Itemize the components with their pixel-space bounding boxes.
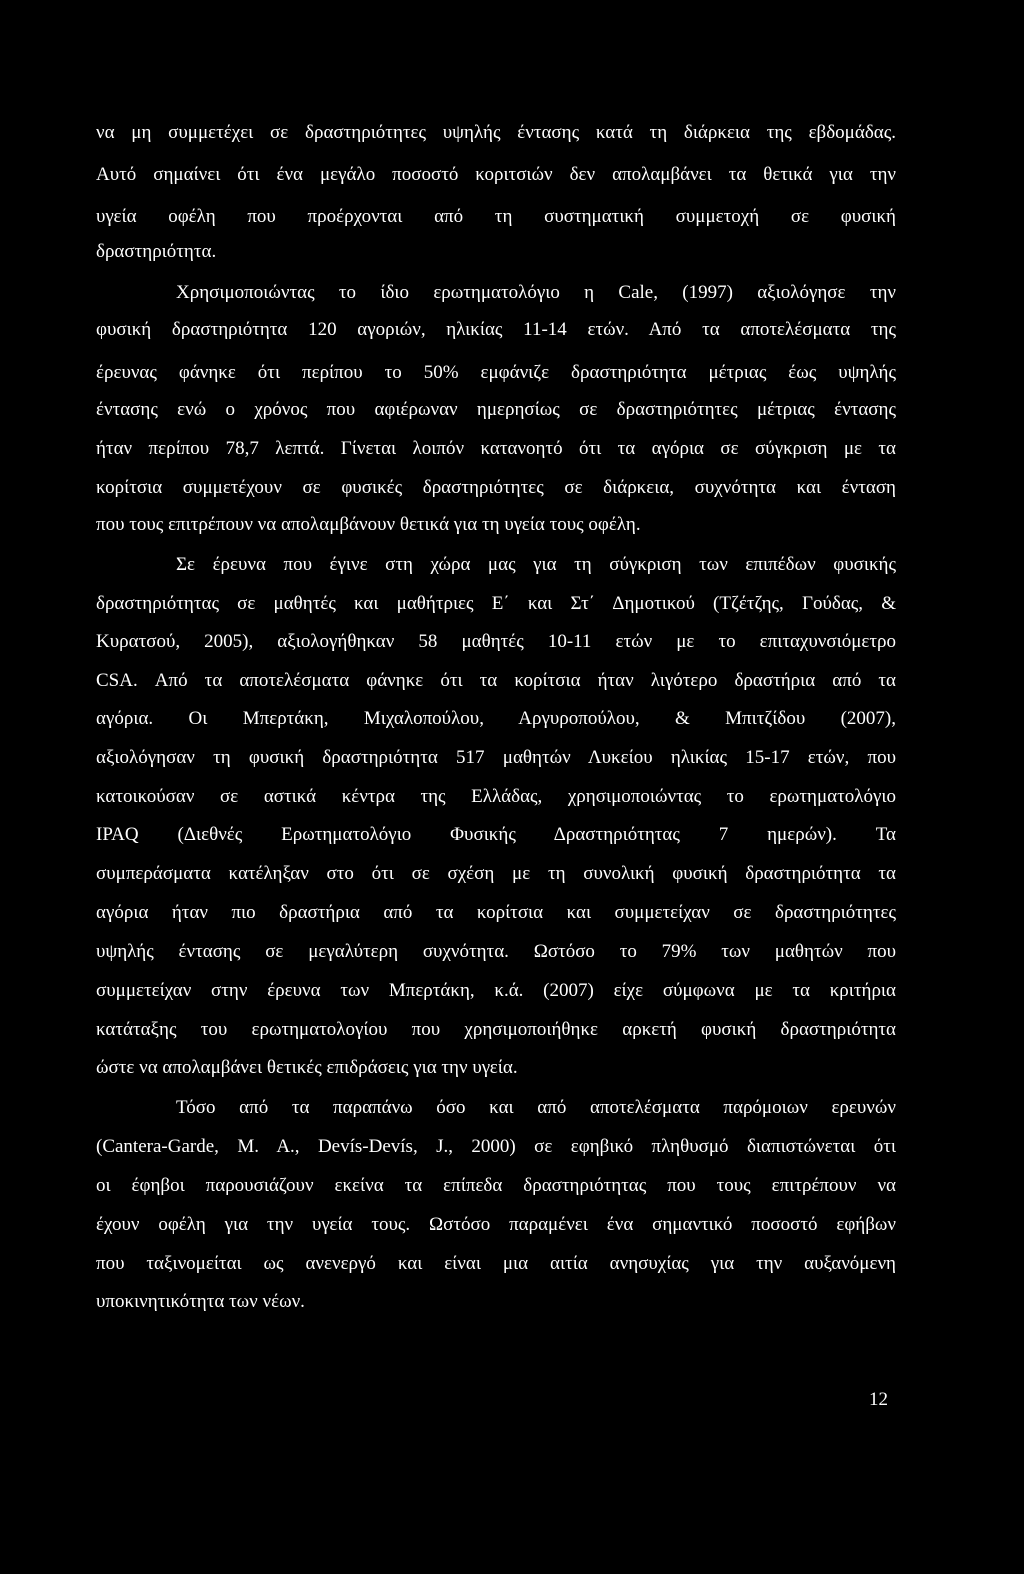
text-line: αγόρια. Οι Μπερτάκη, Μιχαλοπούλου, Αργυροπούλου, & Μπιτζίδου (2007), <box>96 708 896 729</box>
text-line: έρευνας φάνηκε ότι περίπου το 50% εμφάνιζε δραστηριότητα μέτριας έως υψηλής <box>96 362 896 383</box>
text-line: υψηλής έντασης σε μεγαλύτερη συχνότητα. Ωστόσο το 79% των μαθητών που <box>96 941 896 962</box>
text-line: οι έφηβοι παρουσιάζουν εκείνα τα επίπεδα δραστηριότητας που τους επιτρέπουν να <box>96 1175 896 1196</box>
text-line: δραστηριότητας σε μαθητές και μαθήτριες Ε΄ και Στ΄ Δημοτικού (Τζέτζης, Γούδας, & <box>96 593 896 614</box>
text-line: Αυτό σημαίνει ότι ένα μεγάλο ποσοστό κοριτσιών δεν απολαμβάνει τα θετικά για την <box>96 164 896 185</box>
text-line: υγεία οφέλη που προέρχονται από τη συστηματική συμμετοχή σε φυσική <box>96 206 896 227</box>
text-line: ώστε να απολαμβάνει θετικές επιδράσεις για την υγεία. <box>96 1057 518 1078</box>
text-line: συμμετείχαν στην έρευνα των Μπερτάκη, κ.ά. (2007) είχε σύμφωνα με τα κριτήρια <box>96 980 896 1001</box>
text-line: συμπεράσματα κατέληξαν στο ότι σε σχέση με τη συνολική φυσική δραστηριότητα τα <box>96 863 896 884</box>
text-line: κατάταξης του ερωτηματολογίου που χρησιμοποιήθηκε αρκετή φυσική δραστηριότητα <box>96 1019 896 1040</box>
text-line: κορίτσια συμμετέχουν σε φυσικές δραστηριότητες σε διάρκεια, συχνότητα και ένταση <box>96 477 896 498</box>
text-line: έχουν οφέλη για την υγεία τους. Ωστόσο παραμένει ένα σημαντικό ποσοστό εφήβων <box>96 1214 896 1235</box>
text-line: αγόρια ήταν πιο δραστήρια από τα κορίτσια και συμμετείχαν σε δραστηριότητες <box>96 902 896 923</box>
text-line: (Cantera-Garde, M. A., Devís-Devís, J., 2000) σε εφηβικό πληθυσμό διαπιστώνεται ότι <box>96 1136 896 1157</box>
text-line: έντασης ενώ ο χρόνος που αφιέρωναν ημερησίως σε δραστηριότητες μέτριας έντασης <box>96 399 896 420</box>
text-line: υποκινητικότητα των νέων. <box>96 1291 305 1312</box>
text-line: ήταν περίπου 78,7 λεπτά. Γίνεται λοιπόν κατανοητό ότι τα αγόρια σε σύγκριση με τα <box>96 438 896 459</box>
text-line: Χρησιμοποιώντας το ίδιο ερωτηματολόγιο η Cale, (1997) αξιολόγησε την <box>176 282 896 303</box>
text-line: φυσική δραστηριότητα 120 αγοριών, ηλικίας 11-14 ετών. Από τα αποτελέσματα της <box>96 319 896 340</box>
text-line: που τους επιτρέπουν να απολαμβάνουν θετικά για τη υγεία τους οφέλη. <box>96 514 641 535</box>
text-line: να μη συμμετέχει σε δραστηριότητες υψηλής έντασης κατά τη διάρκεια της εβδομάδας. <box>96 122 896 143</box>
text-line: IPAQ (Διεθνές Ερωτηματολόγιο Φυσικής Δραστηριότητας 7 ημερών). Τα <box>96 824 896 845</box>
text-line: CSA. Από τα αποτελέσματα φάνηκε ότι τα κορίτσια ήταν λιγότερο δραστήρια από τα <box>96 670 896 691</box>
text-line: που ταξινομείται ως ανενεργό και είναι μια αιτία ανησυχίας για την αυξανόμενη <box>96 1253 896 1274</box>
page-number: 12 <box>869 1389 888 1410</box>
text-line: αξιολόγησαν τη φυσική δραστηριότητα 517 μαθητών Λυκείου ηλικίας 15-17 ετών, που <box>96 747 896 768</box>
text-line: δραστηριότητα. <box>96 241 217 262</box>
text-line: Κυρατσού, 2005), αξιολογήθηκαν 58 μαθητές 10-11 ετών με το επιταχυνσιόμετρο <box>96 631 896 652</box>
text-line: κατοικούσαν σε αστικά κέντρα της Ελλάδας, χρησιμοποιώντας το ερωτηματολόγιο <box>96 786 896 807</box>
text-line: Σε έρευνα που έγινε στη χώρα μας για τη σύγκριση των επιπέδων φυσικής <box>176 554 896 575</box>
text-line: Τόσο από τα παραπάνω όσο και από αποτελέσματα παρόμοιων ερευνών <box>176 1097 896 1118</box>
